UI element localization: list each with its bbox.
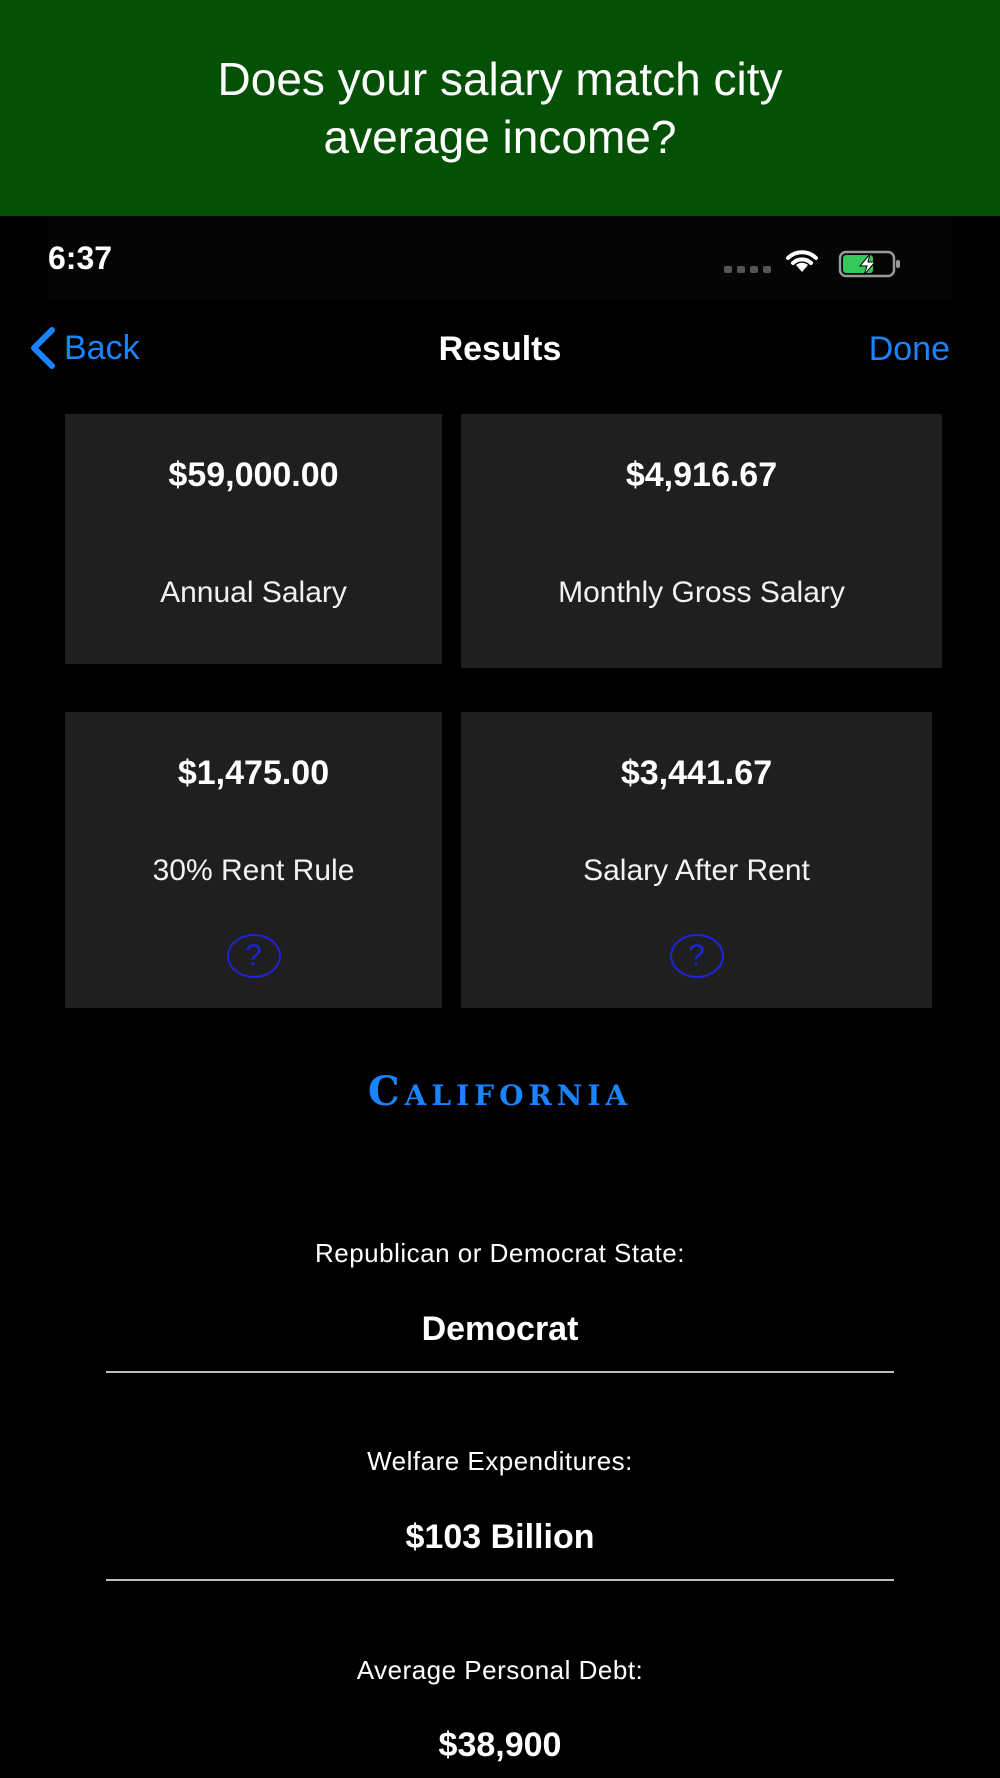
battery-charging-icon [838,250,902,283]
card-value: $4,916.67 [625,456,778,494]
signal-dots-icon [724,266,771,273]
state-name: California [367,1068,633,1115]
card-value: $3,441.67 [620,754,773,792]
card-label: 30% Rent Rule [152,854,355,887]
stat-value-welfare: $103 Billion [405,1518,595,1556]
stat-value-party: Democrat [421,1310,579,1348]
stat-label-party: Republican or Democrat State: [314,1238,685,1268]
back-label: Back [64,328,140,367]
help-question-icon[interactable]: ? [670,934,724,978]
salary-after-rent-card [461,712,932,1008]
done-button[interactable]: Done [868,330,950,368]
phone-screen [0,216,1000,1778]
annual-salary-card [65,414,442,664]
navigation-bar [0,300,1000,400]
stat-label-welfare: Welfare Expenditures: [367,1446,633,1476]
stat-value-debt: $38,900 [438,1726,562,1764]
status-time: 6:37 [48,240,113,276]
card-value: $1,475.00 [177,754,330,792]
stat-label-debt: Average Personal Debt: [356,1655,644,1685]
divider [106,1579,894,1581]
divider [106,1371,894,1373]
rent-rule-card [65,712,442,1008]
card-label: Annual Salary [160,576,347,609]
page-title: Results [438,330,562,368]
help-question-icon[interactable]: ? [227,934,281,978]
card-label: Salary After Rent [583,854,810,887]
card-label: Monthly Gross Salary [558,576,845,609]
wifi-icon [782,246,822,279]
promo-banner [0,0,1000,216]
monthly-gross-salary-card [461,414,942,668]
banner-headline: Does your salary match city average income? [217,53,783,163]
card-value: $59,000.00 [168,456,339,494]
